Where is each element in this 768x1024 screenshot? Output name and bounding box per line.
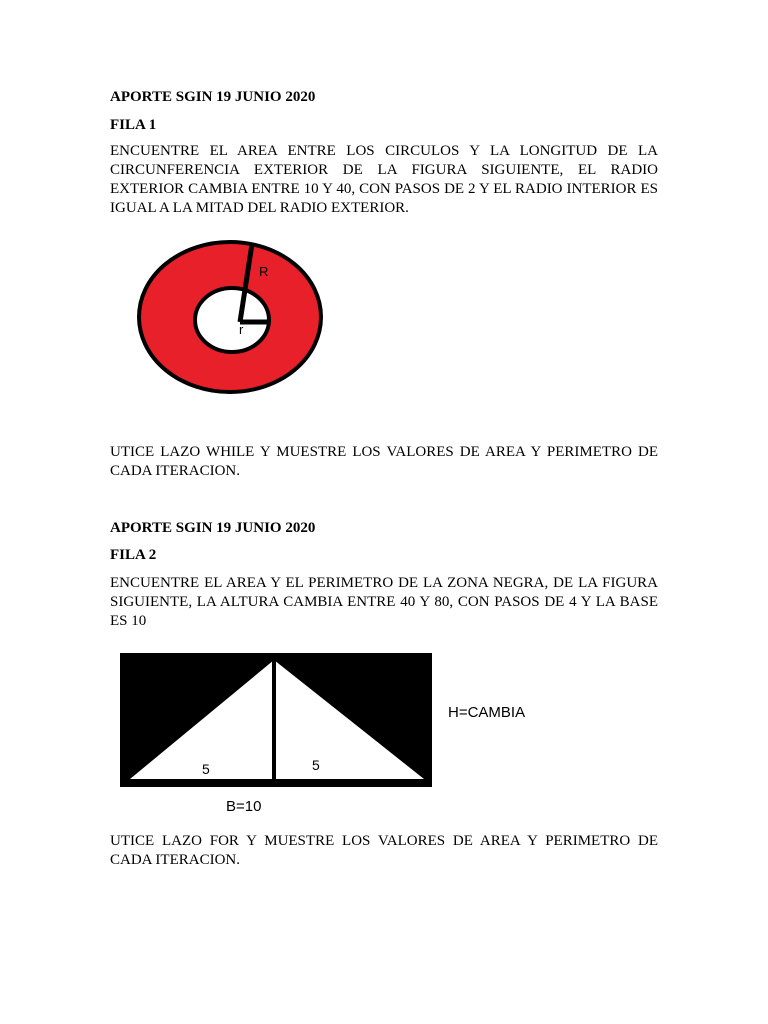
outer-radius-label: R <box>259 264 269 279</box>
triangle-figure <box>118 650 434 790</box>
right-half-label: 5 <box>312 757 320 773</box>
ring-figure <box>130 240 330 400</box>
section2-row-label: FILA 2 <box>110 547 157 563</box>
base-label: B=10 <box>226 798 262 815</box>
section1-title: APORTE SGIN 19 JUNIO 2020 <box>110 89 316 105</box>
section2-instruction: UTICE LAZO FOR Y MUESTRE LOS VALORES DE AREA Y PERIMETRO DE CADA ITERACION. <box>110 833 658 868</box>
left-half-label: 5 <box>202 761 210 777</box>
section1-instruction: UTICE LAZO WHILE Y MUESTRE LOS VALORES DE AREA Y PERIMETRO DE CADA ITERACION. <box>110 444 658 479</box>
section2-title: APORTE SGIN 19 JUNIO 2020 <box>110 520 316 536</box>
section2-description: ENCUENTRE EL AREA Y EL PERIMETRO DE LA ZONA NEGRA, DE LA FIGURA SIGUIENTE, LA ALTURA CAMBIA ENTRE 40 Y 80, CON PASOS DE 4 Y LA BASE ES 10 <box>110 575 658 629</box>
ring-diagram <box>130 240 330 400</box>
section1-row-label: FILA 1 <box>110 117 157 133</box>
section1-description: ENCUENTRE EL AREA ENTRE LOS CIRCULOS Y LA LONGITUD DE LA CIRCUNFERENCIA EXTERIOR DE LA FIGURA SIGUIENTE, EL RADIO EXTERIOR CAMBIA ENTRE 10 Y 40, CON PASOS DE 2 Y EL RADIO INTERIOR ES IGUAL A LA MITAD DEL RADIO EXTERIOR. <box>110 143 658 216</box>
inner-radius-label: r <box>239 322 244 337</box>
height-label: H=CAMBIA <box>448 704 526 721</box>
triangle-diagram <box>118 650 434 790</box>
